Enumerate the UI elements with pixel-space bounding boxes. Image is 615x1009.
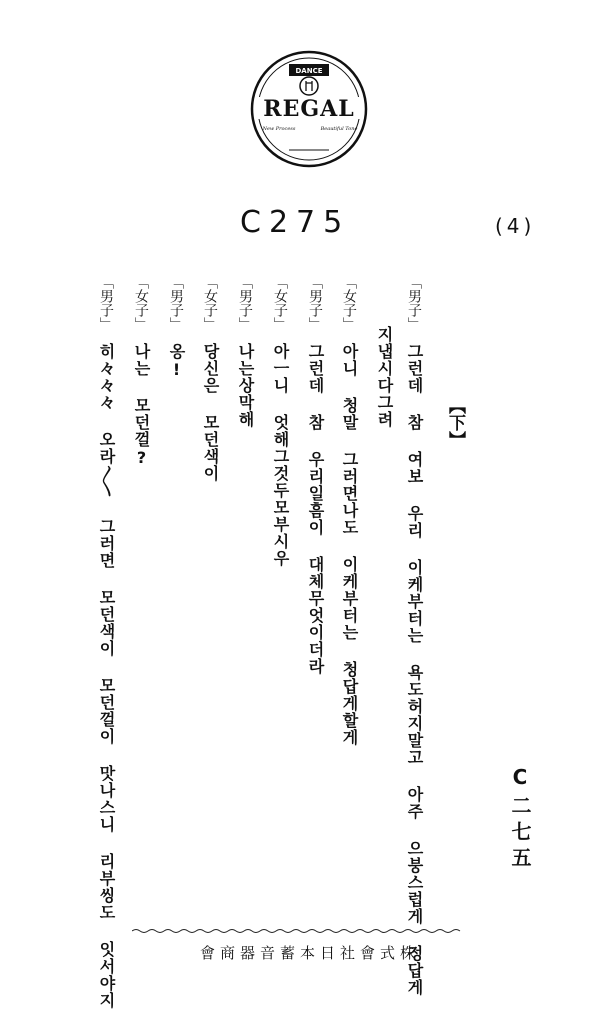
- dialogue-column: [94, 275, 118, 1009]
- dialogue-column: [337, 275, 361, 746]
- speaker-label: 「男子」: [168, 275, 184, 331]
- dialogue-line: 당신은 모던색이: [201, 343, 220, 482]
- dialogue-column: [198, 275, 222, 482]
- speaker-label: 「男子」: [98, 275, 114, 331]
- dialogue-line: 그런데 참 여보 우리 이케부터는 욕도허지말고 아주 으붕스럽게 정답게: [405, 343, 424, 996]
- speaker-label: 「女子」: [133, 275, 149, 331]
- section-label: 【下】: [445, 397, 465, 448]
- dialogue-column: [402, 275, 426, 996]
- speaker-label: 「女子」: [202, 275, 218, 331]
- dialogue-line: 히々々々 오라〳〵 그러면 모던색이 모던껄이 맛나스니 리부씽도 잇서야지: [97, 343, 116, 1009]
- dialogue-line: 아ㅡ니 엇해그것두모부시우: [271, 343, 290, 567]
- page-number: (4): [495, 214, 536, 238]
- speaker-label: 「男子」: [237, 275, 253, 331]
- speaker-label: 「男子」: [406, 275, 422, 331]
- wavy-divider: [132, 928, 462, 934]
- svg-text:Beautiful Tone: Beautiful Tone: [320, 126, 358, 132]
- dialogue-column: [129, 275, 153, 468]
- speaker-label: 「男子」: [307, 275, 323, 331]
- company-footer: 會商器音蓄本日社會式株: [199, 944, 420, 962]
- dialogue-line: 나는상막해: [236, 343, 255, 428]
- catalog-number: C275: [240, 205, 351, 240]
- svg-text:REGAL: REGAL: [263, 96, 355, 122]
- dialogue-line: 그런데 참 우리일흠이 대체무엇이더라: [306, 343, 325, 675]
- dialogue-column: [303, 275, 327, 675]
- dialogue-column: [164, 275, 188, 380]
- dialogue-column: [233, 275, 257, 428]
- svg-text:New Process: New Process: [262, 126, 296, 132]
- speaker-label: 「女子」: [341, 275, 357, 331]
- dialogue-column-continuation: [372, 326, 396, 428]
- dialogue-line: 지냅시다그려: [375, 326, 394, 428]
- dialogue-line: 아니 청말 그러면나도 이케부터는 청답게할게: [340, 343, 359, 746]
- svg-text:DANCE: DANCE: [295, 67, 323, 75]
- dialogue-line: 옹!: [167, 343, 186, 380]
- speaker-label: 「女子」: [272, 275, 288, 331]
- side-catalog-number: C二七五: [508, 765, 532, 873]
- regal-logo: [249, 50, 369, 168]
- dialogue-column: [268, 275, 292, 567]
- dialogue-line: 나는 모던껄?: [132, 343, 151, 468]
